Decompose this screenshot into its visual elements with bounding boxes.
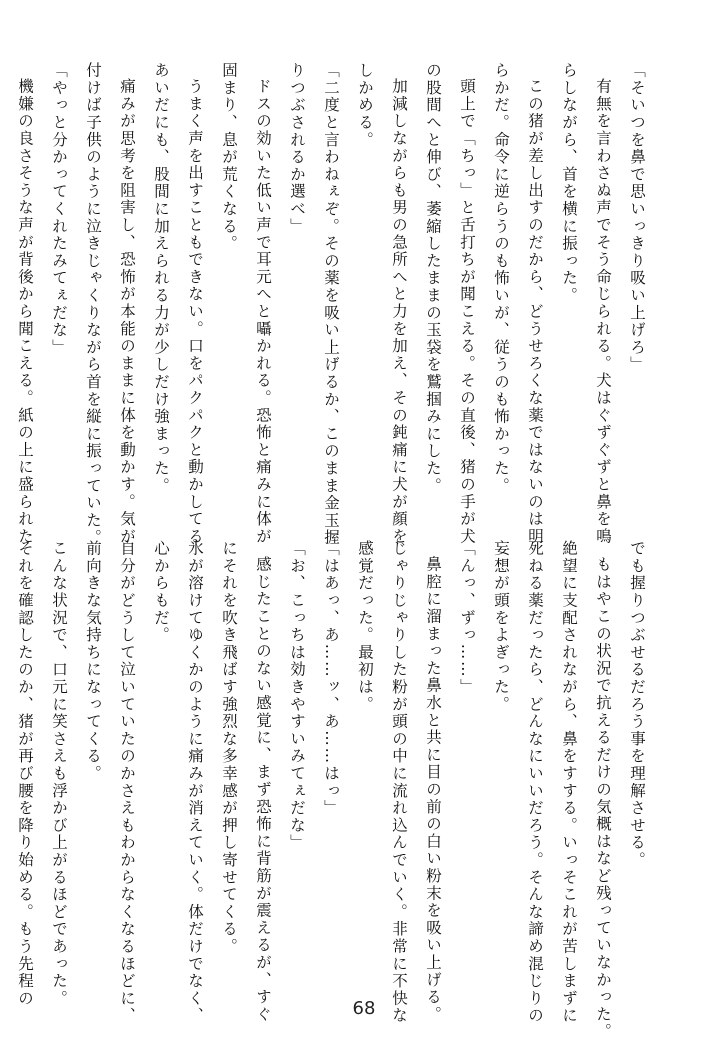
text-column: この猪が差し出すのだから、どうせろくな薬ではないのは明 <box>526 78 544 546</box>
text-column: 「はあっ、あ……ッ、あ……はっ」 <box>322 540 340 817</box>
text-column: 加減しながらも男の急所へと力を加え、その鈍痛に犬が顔を <box>390 78 408 546</box>
text-column: 「やっと分かってくれたみてぇだな」 <box>50 62 68 357</box>
text-column: 「お、こっちは効きやすいみてぇだな」 <box>288 540 306 852</box>
text-column: じゃりじゃりした粉が頭の中に流れ込んでいく。非常に不快な <box>390 540 408 1025</box>
text-column: 絶望に支配されながら、鼻をすする。いっそこれが苦しまずに <box>560 540 578 1025</box>
text-column: 固まり、息が荒くなる。 <box>220 62 238 253</box>
upper-text-block <box>0 62 648 546</box>
text-column <box>0 540 2 1040</box>
text-column: の股間へと伸び、萎縮したままの玉袋を鷲掴みにした。 <box>424 62 442 495</box>
text-column: 「そいつを鼻で思いっきり吸い上げろ」 <box>628 62 646 374</box>
lower-text-block <box>0 540 648 1040</box>
text-column: それを確認したのか、猪が再び腰を降り始める。もう先程の <box>16 540 34 1008</box>
text-column: 死ねる薬だったら、どんなにいいだろう。そんな諦め混じりの <box>526 540 544 1025</box>
text-column: でも握りつぶせるだろう事を理解させる。 <box>628 540 646 869</box>
text-column: 頭上で「ちっ」と舌打ちが聞こえる。その直後、猪の手が犬 <box>458 78 476 546</box>
text-column: 付けば子供のように泣きじゃくりながら首を縦に振っていた。 <box>84 62 102 547</box>
text-column <box>0 62 2 546</box>
text-column: 有無を言わさぬ声でそう命じられる。犬はぐずぐずと鼻を鳴 <box>594 78 612 546</box>
text-column: 「二度と言わねぇぞ。その薬を吸い上げるか、このまま金玉握 <box>322 62 340 547</box>
text-column: 感覚だった。最初は。 <box>356 540 374 713</box>
text-column: 痛みが思考を阻害し、恐怖が本能のままに体を動かす。気が <box>118 78 136 546</box>
text-column: 自分がどうして泣いていたのかさえもわからなくなるほどに、 <box>118 540 136 1025</box>
text-column: 妄想が頭をよぎった。 <box>492 540 510 713</box>
text-column: 鼻腔に溜まった鼻水と共に目の前の白い粉末を吸い上げる。 <box>424 556 442 1024</box>
text-column: うまく声を出すこともできない。口をパクパクと動かしてる <box>186 78 204 546</box>
text-column: 機嫌の良さそうな声が背後から聞こえる。紙の上に盛られた <box>16 78 34 546</box>
text-column: らしながら、首を横に振った。 <box>560 62 578 305</box>
text-column: あいだにも、股間に加えられる力が少しだけ強まった。 <box>152 62 170 495</box>
text-column: ドスの効いた低い声で耳元へと囁かれる。恐怖と痛みに体が <box>254 78 272 546</box>
text-column: にそれを吹き飛ばす強烈な多幸感が押し寄せてくる。 <box>220 540 238 956</box>
text-column: しかめる。 <box>356 62 374 149</box>
text-column: 「んっ、ずっ……」 <box>458 540 476 696</box>
text-column: こんな状況で、口元に笑さえも浮かび上がるほどであった。 <box>50 540 68 1008</box>
text-column: 心からもだ。 <box>152 540 170 644</box>
text-column: 前向きな気持ちになってくる。 <box>84 540 102 783</box>
text-column: 氷が溶けてゆくかのように痛みが消えていく。体だけでなく、 <box>186 540 204 1025</box>
page-number: 68 <box>352 998 376 1019</box>
text-column: りつぶされるか選べ」 <box>288 62 306 235</box>
text-column: らかだ。命令に逆らうのも怖いが、従うのも怖かった。 <box>492 62 510 495</box>
text-column: 感じたことのない感覚に、まず恐怖に背筋が震えるが、すぐ <box>254 556 272 1024</box>
text-column: もはやこの状況で抗えるだけの気概はなど残っていなかった。 <box>594 556 612 1041</box>
